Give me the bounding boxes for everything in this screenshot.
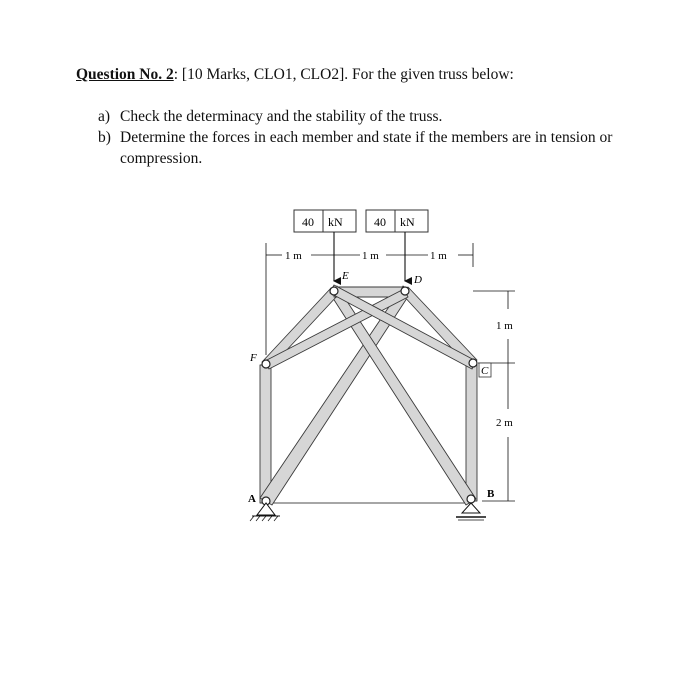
question-item-b <box>98 127 688 169</box>
joint-label-e: E <box>342 270 349 282</box>
support-b <box>456 503 486 520</box>
dim-1m-middle: 1 m <box>362 250 379 262</box>
pin-c <box>469 359 477 367</box>
question-details: : [10 Marks, CLO1, CLO2]. For the given truss below: <box>173 66 514 83</box>
joint-label-d: D <box>414 274 422 286</box>
dim-1m-left: 1 m <box>285 250 302 262</box>
truss-figure <box>230 205 530 535</box>
joint-label-a: A <box>248 493 256 505</box>
truss-members <box>260 285 477 505</box>
support-a <box>250 503 280 521</box>
joint-label-b: B <box>487 488 495 500</box>
truss-diagram <box>230 205 530 535</box>
question-items <box>98 106 688 169</box>
question-heading <box>76 66 514 84</box>
joint-label-c: C <box>481 365 489 377</box>
load-right-value: 40 <box>374 215 386 229</box>
dim-1m-vertical: 1 m <box>496 320 513 332</box>
pin-f <box>262 360 270 368</box>
dim-1m-right: 1 m <box>430 250 447 262</box>
member-bc <box>466 363 477 501</box>
load-left-unit: kN <box>328 215 343 229</box>
member-fe <box>262 288 338 368</box>
load-left-value: 40 <box>302 215 314 229</box>
dim-2m-vertical: 2 m <box>496 417 513 429</box>
pin-e <box>330 287 338 295</box>
pin-d <box>401 287 409 295</box>
load-right-unit: kN <box>400 215 415 229</box>
item-b-text: Determine the forces in each member and state if the members are in tension or compression. <box>120 129 613 167</box>
item-a-text: Check the determinacy and the stability of the truss. <box>120 108 443 125</box>
joint-label-f: F <box>250 352 257 364</box>
pin-b <box>467 495 475 503</box>
question-item-a <box>98 106 688 127</box>
item-a-label: a) <box>98 108 111 125</box>
member-af <box>260 365 271 503</box>
question-number: Question No. 2 <box>76 66 174 83</box>
item-b-label: b) <box>98 129 111 146</box>
